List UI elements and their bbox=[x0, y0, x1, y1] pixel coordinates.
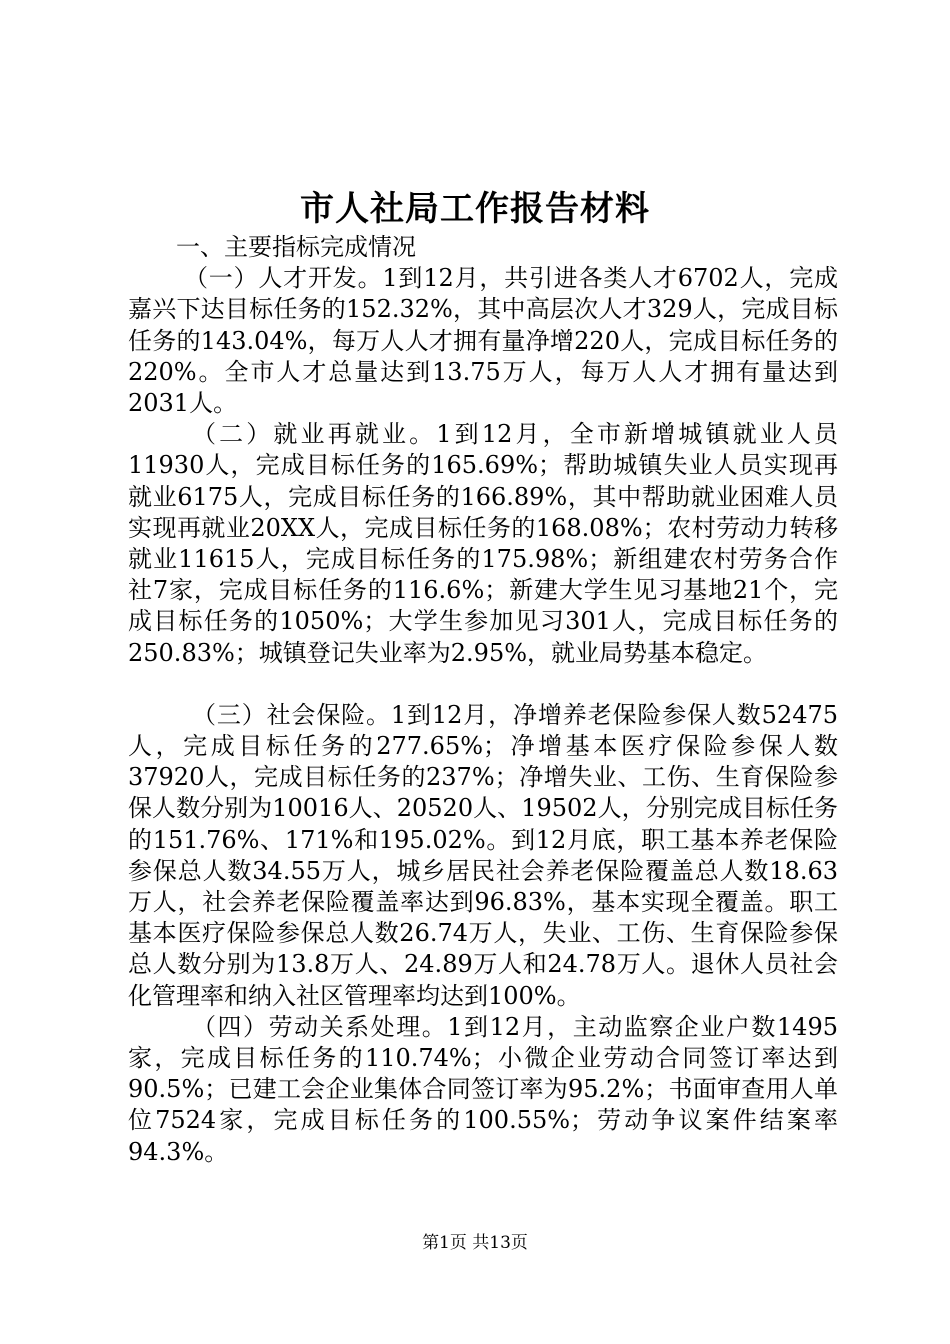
section-heading: 一、主要指标完成情况 bbox=[176, 233, 416, 261]
page-number-footer: 第1页 共13页 bbox=[422, 1233, 528, 1253]
document-body bbox=[128, 232, 838, 1168]
paragraph-talent-development: （一）人才开发。1到12月，共引进各类人才6702人，完成嘉兴下达目标任务的152.32%，其中高层次人才329人，完成目标任务的143.04%，每万人人才拥有量净增220人，完成目标任务的220%。全市人才总量达到13.75万人，每万人人才拥有量达到2031人。 bbox=[128, 264, 838, 418]
paragraph-spacer bbox=[128, 669, 838, 700]
paragraph-social-insurance: （三）社会保险。1到12月，净增养老保险参保人数52475人，完成目标任务的277.65%；净增基本医疗保险参保人数37920人，完成目标任务的237%；净增失业、工伤、生育保险参保人数分别为10016人、20520人、19502人，分别完成目标任务的151.76%、171%和195.02%。到12月底，职工基本养老保险参保总人数34.55万人，城乡居民社会养老保险覆盖总人数18.63万人，社会养老保险覆盖率达到96.83%，基本实现全覆盖。职工基本医疗保险参保总人数26.74万人，失业、工伤、生育保险参保总人数分别为13.8万人、24.89万人和24.78万人。退休人员社会化管理率和纳入社区管理率均达到100%。 bbox=[128, 700, 838, 1010]
paragraph-employment: （二）就业再就业。1到12月，全市新增城镇就业人员11930人，完成目标任务的165.69%；帮助城镇失业人员实现再就业6175人，完成目标任务的166.89%，其中帮助就业困难人员实现再就业20XX人，完成目标任务的168.08%；农村劳动力转移就业11615人，完成目标任务的175.98%；新组建农村劳务合作社7家，完成目标任务的116.6%；新建大学生见习基地21个，完成目标任务的1050%；大学生参加见习301人，完成目标任务的250.83%；城镇登记失业率为2.95%，就业局势基本稳定。 bbox=[128, 420, 838, 667]
document-title: 市人社局工作报告材料 bbox=[300, 189, 650, 229]
paragraph-labor-relations: （四）劳动关系处理。1到12月，主动监察企业户数1495家，完成目标任务的110.74%；小微企业劳动合同签订率达到90.5%；已建工会企业集体合同签订率为95.2%；书面审查用人单位7524家，完成目标任务的100.55%；劳动争议案件结案率94.3%。 bbox=[128, 1012, 838, 1166]
